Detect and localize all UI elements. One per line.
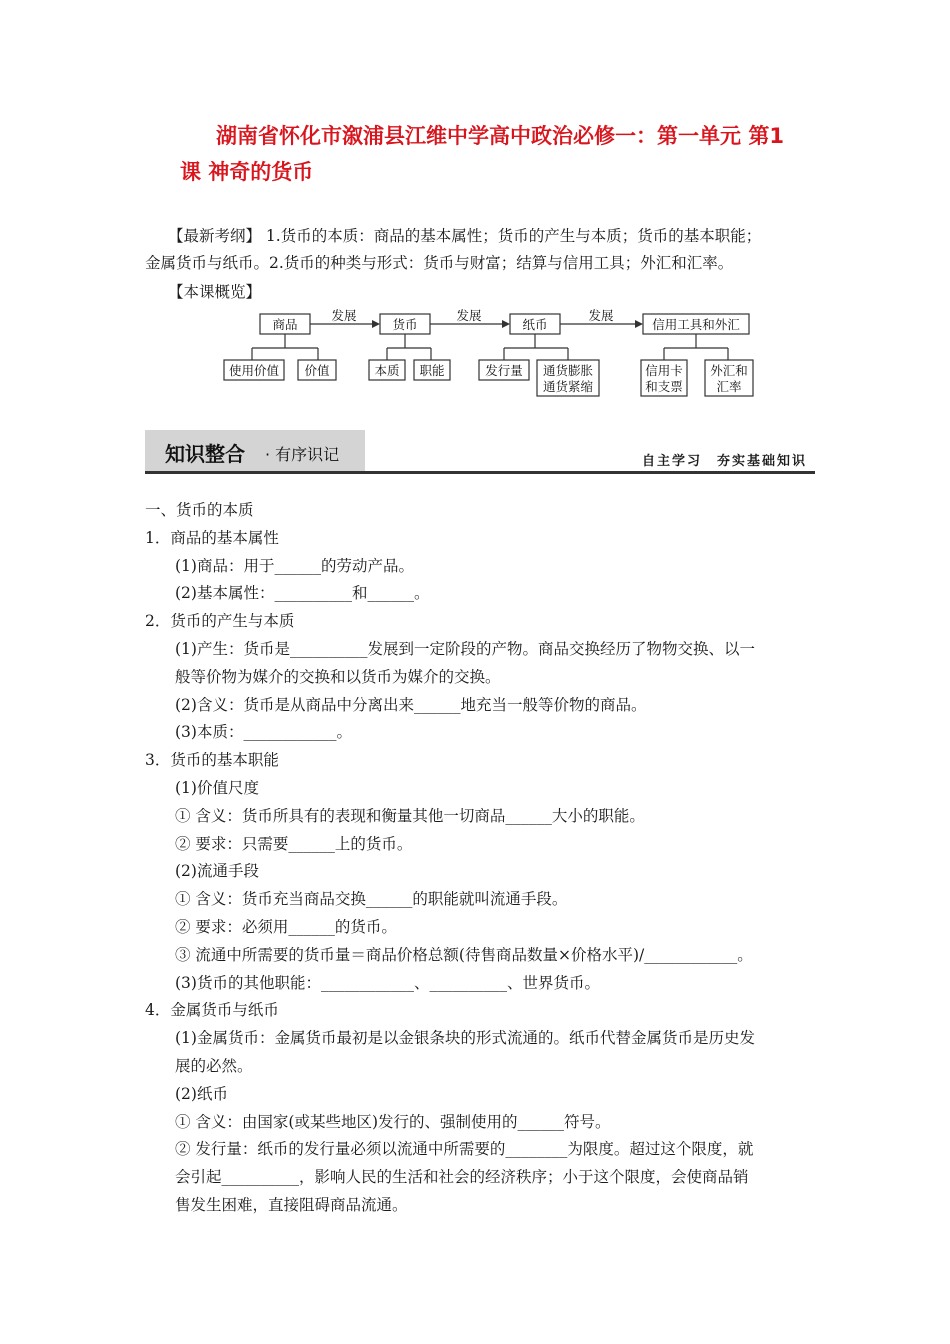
- arrow-label-1: 发展: [331, 308, 357, 323]
- branch-goods: [252, 334, 318, 360]
- lesson-overview-label: 【本课概览】: [168, 283, 262, 301]
- content-line: ① 含义：货币充当商品交换______的职能就叫流通手段。: [175, 890, 568, 909]
- content-line: 售发生困难，直接阻碍商品流通。: [175, 1195, 408, 1214]
- label-use-value: 使用价值: [228, 363, 280, 378]
- heading-money-essence: 一、货币的本质: [145, 501, 254, 519]
- label-issuance: 发行量: [485, 363, 523, 378]
- label-exchange-rate: 汇率: [716, 379, 742, 394]
- title-line-2: 课 神奇的货币: [180, 160, 314, 184]
- subheading: 1．商品的基本属性: [145, 528, 279, 547]
- content-line: ② 要求：只需要______上的货币。: [175, 834, 413, 853]
- content-line: (3)本质：____________。: [175, 723, 352, 742]
- content-line: 展的必然。: [175, 1056, 253, 1075]
- content-line: (1)金属货币：金属货币最初是以金银条块的形式流通的。纸币代替金属货币是历史发: [175, 1029, 755, 1048]
- content-line: (2)流通手段: [175, 862, 259, 881]
- label-goods: 商品: [272, 317, 298, 332]
- label-cheque: 和支票: [645, 379, 683, 394]
- content-line: ② 要求：必须用______的货币。: [175, 917, 397, 936]
- banner-rule: [145, 471, 815, 474]
- content-line: (1)价值尺度: [175, 778, 259, 797]
- label-paper: 纸币: [522, 317, 548, 332]
- label-money: 货币: [392, 317, 418, 332]
- label-essence: 本质: [374, 363, 400, 378]
- label-inflation: 通货膨胀: [542, 363, 594, 378]
- content-line: (2)纸币: [175, 1084, 228, 1103]
- exam-outline-line-2: 金属货币与纸币。2.货币的种类与形式：货币与财富；结算与信用工具；外汇和汇率。: [145, 254, 734, 272]
- content-line: ③ 流通中所需要的货币量＝商品价格总额(待售商品数量×价格水平)/____________。: [175, 945, 753, 964]
- arrowhead-3: [635, 320, 643, 328]
- content-line: (1)商品：用于______的劳动产品。: [175, 556, 414, 575]
- content-line: ① 含义：由国家(或某些地区)发行的、强制使用的______符号。: [175, 1112, 611, 1131]
- branch-paper: [504, 334, 568, 360]
- label-value: 价值: [304, 363, 330, 378]
- subheading: 4．金属货币与纸币: [145, 1001, 279, 1020]
- content-line: 会引起__________，影响人民的生活和社会的经济秩序；小于这个限度，会使商品销: [175, 1168, 749, 1187]
- subheading: 2．货币的产生与本质: [145, 612, 295, 631]
- content-line: (2)基本属性：__________和______。: [175, 584, 430, 603]
- label-credit-card: 信用卡: [645, 363, 683, 378]
- arrow-label-2: 发展: [456, 308, 482, 323]
- branch-credit: [664, 334, 728, 360]
- page-title: [150, 118, 850, 190]
- arrow-label-3: 发展: [588, 308, 614, 323]
- title-line-1: 湖南省怀化市溆浦县江维中学高中政治必修一：第一单元 第1: [216, 124, 784, 148]
- label-credit: 信用工具和外汇: [652, 317, 740, 332]
- exam-outline-line-1: 【最新考纲】 1.货币的本质：商品的基本属性；货币的产生与本质；货币的基本职能；: [168, 227, 762, 245]
- content-line: ② 发行量：纸币的发行量必须以流通中所需要的________为限度。超过这个限度，就: [175, 1140, 754, 1159]
- banner-subtitle: · 有序识记: [265, 445, 340, 464]
- content-line: (2)含义：货币是从商品中分离出来______地充当一般等价物的商品。: [175, 695, 647, 714]
- content-line: 般等价物为媒介的交换和以货币为媒介的交换。: [175, 667, 501, 686]
- section-banner: [145, 430, 815, 474]
- label-function: 职能: [419, 363, 445, 378]
- content-line: (1)产生：货币是__________发展到一定阶段的产物。商品交换经历了物物交换、以一: [175, 639, 755, 658]
- concept-diagram: [0, 300, 950, 410]
- branch-money: [387, 334, 431, 360]
- subheading: 3．货币的基本职能: [145, 751, 279, 770]
- label-deflation: 通货紧缩: [542, 379, 594, 394]
- content-line: (3)货币的其他职能：____________、__________、世界货币。: [175, 973, 600, 992]
- banner-title: 知识整合: [165, 442, 245, 466]
- content-line: ① 含义：货币所具有的表现和衡量其他一切商品______大小的职能。: [175, 806, 645, 825]
- banner-tagline: 自主学习 夯实基础知识: [641, 454, 807, 469]
- arrowhead-2: [502, 320, 510, 328]
- arrowhead-1: [372, 320, 380, 328]
- label-forex: 外汇和: [710, 363, 748, 378]
- knowledge-content: [145, 497, 815, 1220]
